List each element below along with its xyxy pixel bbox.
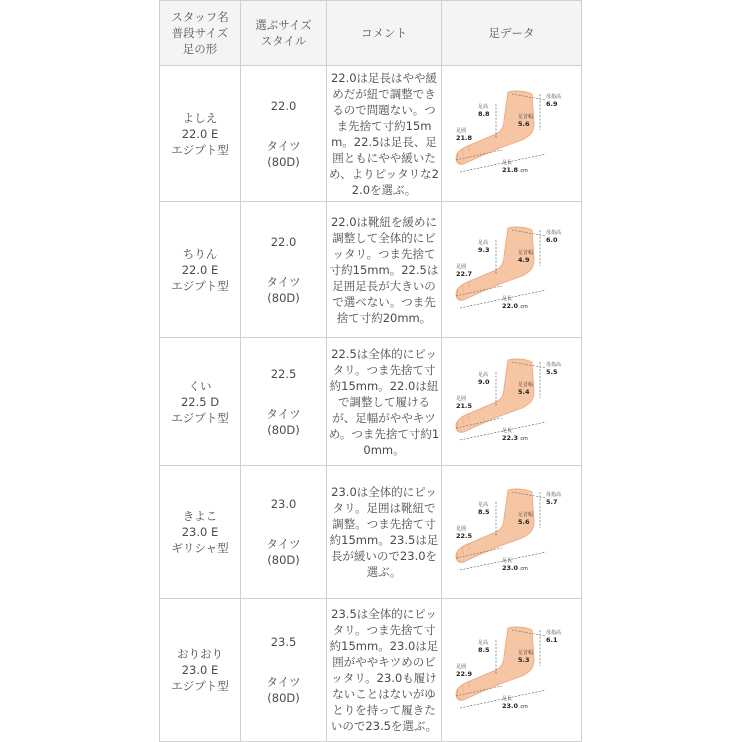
foot-data-cell	[442, 202, 582, 338]
foot-shape: エジプト型	[171, 278, 229, 293]
header-comment: コメント	[327, 1, 442, 66]
foot-diagram	[442, 482, 582, 582]
instep-measure: 足首幅 5.3	[518, 650, 534, 664]
length-measure: 足長 22.0 cm	[502, 295, 528, 310]
style	[241, 536, 326, 568]
toe-measure: 母指高 5.5	[546, 361, 562, 376]
girth-measure: 足囲 21.8	[456, 127, 473, 142]
toe-measure: 母指高 6.9	[546, 93, 562, 108]
header-size: 選ぶサイズ スタイル	[241, 1, 327, 66]
size-cell	[241, 466, 327, 599]
length-measure: 足長 23.0 cm	[502, 558, 528, 572]
foot-diagram	[442, 352, 582, 452]
instep-measure: 足首幅 5.6	[518, 113, 534, 128]
height-measure: 足高 8.5	[478, 502, 490, 516]
style	[241, 674, 326, 706]
table-row	[160, 202, 582, 338]
style-name: タイツ	[266, 138, 301, 153]
staff-name: おりおり	[177, 647, 223, 661]
foot-data-cell	[442, 466, 582, 599]
foot-diagram	[442, 620, 582, 720]
height-measure: 足高 8.5	[478, 640, 490, 654]
staff-name: きよこ	[182, 509, 218, 523]
comment-cell: 22.0は足長はやや緩めだが紐で調整できるので問題ない。つま先捨て寸約15mm。22.5は足長、足囲ともにやや緩いため、よりピッタリな22.0を選ぶ。	[327, 66, 442, 202]
staff-cell	[160, 66, 241, 202]
style-denier: (80D)	[267, 290, 300, 305]
size-cell	[241, 202, 327, 338]
style-denier: (80D)	[267, 154, 300, 169]
chosen-size: 22.0	[270, 98, 297, 113]
girth-measure: 足囲 22.5	[456, 526, 473, 540]
staff-name: ちりん	[182, 246, 218, 261]
toe-measure: 母指高 6.1	[546, 630, 562, 644]
comment-cell: 23.0は全体的にピッタリ。足囲は靴紐で調整。つま先捨て寸約15mm。23.5は足長が緩いので23.0を選ぶ。	[327, 466, 442, 599]
foot-diagram	[442, 220, 582, 320]
staff-cell	[160, 599, 241, 742]
usual-size: 22.5 D	[180, 394, 220, 409]
girth-measure: 足囲 21.5	[456, 395, 473, 410]
table-header-row	[160, 1, 582, 66]
table-row	[160, 338, 582, 466]
toe-measure: 母指高 5.7	[546, 492, 562, 506]
comment-cell: 23.5は全体的にピッタリ。つま先捨て寸約15mm。23.0は足囲がややキツめのピッタリ。23.0も履けないことはないがゆとりを持って履きたいので23.5を選ぶ。	[327, 599, 442, 742]
foot-data-cell	[442, 599, 582, 742]
staff-cell	[160, 338, 241, 466]
instep-measure: 足首幅 5.6	[518, 512, 534, 526]
girth-measure: 足囲 22.7	[456, 263, 473, 278]
comment-cell: 22.5は全体的にピッタリ。つま先捨て寸約15mm。22.0は紐で調整して履けるが、足幅がややキツめ。つま先捨て寸約10mm。	[327, 338, 442, 466]
style-denier: (80D)	[267, 691, 300, 705]
staff-name: くい	[188, 378, 212, 393]
style-denier: (80D)	[267, 553, 300, 567]
foot-data-cell	[442, 338, 582, 466]
height-measure: 足高 9.3	[478, 239, 490, 254]
comment-cell: 22.0は靴紐を緩めに調整して全体的にピッタリ。つま先捨て寸約15mm。22.5は足囲足長が大きいので選べない。つま先捨て寸約20mm。	[327, 202, 442, 338]
length-measure: 足長 23.0 cm	[502, 696, 528, 710]
length-measure: 足長 21.8 cm	[502, 159, 528, 174]
length-measure: 足長 22.3 cm	[502, 427, 528, 442]
table-row	[160, 466, 582, 599]
style-denier: (80D)	[267, 422, 300, 437]
height-measure: 足高 9.0	[478, 371, 490, 386]
usual-size: 22.0 E	[181, 262, 219, 277]
foot-data-cell	[442, 66, 582, 202]
foot-shape: エジプト型	[171, 142, 229, 157]
chosen-size: 22.0	[270, 234, 297, 249]
instep-measure: 足首幅 4.9	[518, 249, 534, 264]
style-name: タイツ	[266, 537, 301, 551]
size-cell	[241, 338, 327, 466]
chosen-size: 23.5	[270, 635, 297, 649]
size-comparison-table	[159, 0, 582, 742]
foot-shape: ギリシャ型	[171, 541, 229, 555]
foot-shape: エジプト型	[171, 679, 229, 693]
chosen-size: 22.5	[270, 366, 297, 381]
girth-measure: 足囲 22.9	[456, 664, 473, 678]
usual-size: 23.0 E	[181, 525, 219, 539]
height-measure: 足高 8.8	[478, 103, 490, 118]
style-name: タイツ	[266, 274, 301, 289]
size-cell	[241, 599, 327, 742]
foot-diagram	[442, 84, 582, 184]
staff-cell	[160, 466, 241, 599]
style-name: タイツ	[266, 675, 301, 689]
staff-name: よしえ	[182, 110, 218, 125]
header-foot-data: 足データ	[442, 1, 582, 66]
size-cell	[241, 66, 327, 202]
chosen-size: 23.0	[270, 497, 297, 511]
style	[241, 406, 326, 438]
header-staff: スタッフ名 普段サイズ 足の形	[160, 1, 241, 66]
usual-size: 23.0 E	[181, 663, 219, 677]
usual-size: 22.0 E	[181, 126, 219, 141]
table-row	[160, 66, 582, 202]
staff-cell	[160, 202, 241, 338]
table-row	[160, 599, 582, 742]
instep-measure: 足首幅 5.4	[518, 381, 534, 396]
style-name: タイツ	[266, 406, 301, 421]
toe-measure: 母指高 6.0	[546, 229, 562, 244]
foot-shape: エジプト型	[171, 410, 229, 425]
style	[241, 138, 326, 170]
style	[241, 274, 326, 306]
